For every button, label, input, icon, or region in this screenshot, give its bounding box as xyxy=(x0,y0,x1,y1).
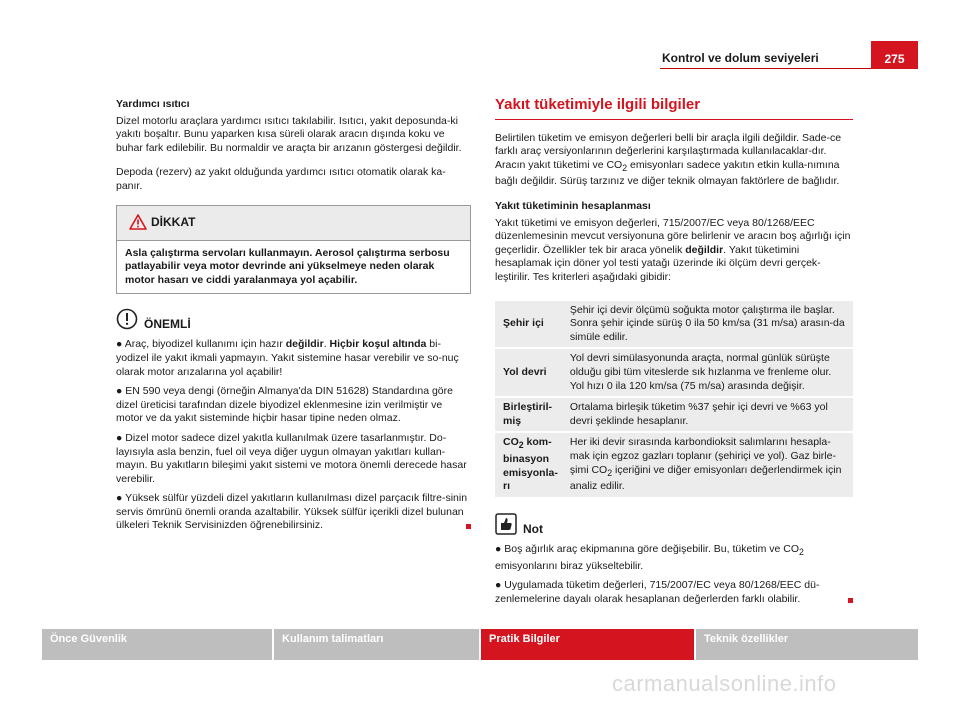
table-value: Ortalama birleşik tüketim %37 şehir içi devri ve %63 yol devri şeklinde hesaplanır. xyxy=(564,398,853,431)
paragraph: Dizel motorlu araçlara yardımcı ısıtıcı takılabilir. Isıtıcı, yakıt deposunda-ki yakıtı boşaltır. Bunu yaparken kısa süreli olarak aracın dışında koku ve buhar fark edilebilir. Bu normaldir ve araçta bir arızanın göstergesi değildir. xyxy=(116,114,462,154)
table-key: Yol devri xyxy=(495,349,564,396)
note-header xyxy=(495,513,853,539)
thumbs-up-note-icon xyxy=(495,513,517,535)
warning-text: Asla çalıştırma servoları kullanmayın. Aerosol çalıştırma serbosu patlayabilir veya motor devrinde ani yükselmeye neden olarak motor hasarı ve ciddi yaralanmaya yol açabilir. xyxy=(125,246,450,286)
table-key: Şehir içi xyxy=(495,301,564,348)
running-header-title: Kontrol ve dolum seviyeleri xyxy=(662,51,819,65)
section-heading-auxiliary-heater: Yardımcı ısıtıcı xyxy=(116,98,190,110)
notice-bullet-1: ● Araç, biyodizel kullanımı için hazır değildir. Hiçbir koşul altında bi-yodizel ile yakıt ikmali yapmayın. Yakıt sistemine hasar verebilir ve so-nuç olarak motor arızalarına yol açabilir! xyxy=(116,338,459,378)
header-rule xyxy=(660,68,872,69)
footer-tab-technical-specs[interactable]: Teknik özellikler xyxy=(696,629,918,660)
warning-header xyxy=(117,206,470,241)
note-label: Not xyxy=(523,521,543,536)
table-key: $CO_2$ kom-binasyon emisyonla-rı xyxy=(495,433,564,496)
right-column xyxy=(495,98,853,612)
test-criteria-table xyxy=(495,299,853,499)
watermark: carmanualsonline.info xyxy=(612,671,837,696)
section-title-fuel-consumption: Yakıt tüketimiyle ilgili bilgiler xyxy=(495,98,853,120)
table-row xyxy=(495,301,853,348)
left-column xyxy=(116,98,471,539)
calc-heading: Yakıt tüketiminin hesaplanması xyxy=(495,200,651,213)
warning-label: DİKKAT xyxy=(151,214,196,229)
table-row xyxy=(495,349,853,396)
notice-bullet-2: ● EN 590 veya dengi (örneğin Almanya'da DIN 51628) Standardına göre dizel üreticisi tarafından dizele biyodizel eklenmesine izin verilmiştir ve motor ve da yakıt sisteminde hiçbir hasar tipine neden olmaz. xyxy=(116,385,453,425)
intro-paragraph: Belirtilen tüketim ve emisyon değerleri belli bir araçla ilgili değildir. Sade-ce farklı araç versiyonlarının değerlerini karşılaştırmada kullanılacaklar-dır. Aracın yakıt tüketimi ve $CO_2$ emisyonları sadece yakıtın etkin kulla-nımına bağlı değildir. Sürüş tarzınız ve diğer teknik olmayan faktörlere de bağlıdır. xyxy=(495,131,842,188)
notice-header xyxy=(116,308,471,334)
table-row xyxy=(495,433,853,496)
page-number: 275 xyxy=(871,41,918,69)
section-end-marker xyxy=(466,524,471,529)
notice-bullet-3: ● Dizel motor sadece dizel yakıtla kullanılmak üzere tasarlanmıştır. Do-layısıyla asla benzin, fuel oil veya diğer uygun olmayan yakıtları kullan-mayın. Bu yakıtların bileşimi yakıt sistemi ve motora önemli derecede hasar verebilir. xyxy=(116,431,467,485)
notice-bullet-4: ● Yüksek sülfür yüzdeli dizel yakıtların kullanılması dizel parçacık filtre-sinin servis ömrünü önemli oranda azaltabilir. Yüksek sülfür içerikli dizel bulunan ülkeleri Teknik Servisinizden öğrenebilirsiniz. xyxy=(116,492,471,533)
footer-tab-practical-info[interactable]: Pratik Bilgiler xyxy=(481,629,694,660)
table-value: Her iki devir sırasında karbondioksit salımlarını hesapla-mak için egzoz gazları toplanır (şehiriçi ve yol). Gaz birle-şimi $CO_2$ içeriğini ve diğer emisyonları değerlendirmek için analiz edilir. xyxy=(564,433,853,496)
footer-tab-safety[interactable]: Önce Güvenlik xyxy=(42,629,272,660)
warning-box xyxy=(116,205,471,295)
table-value: Yol devri simülasyonunda araçta, normal günlük sürüşte olduğu gibi tüm viteslerde sık hızlanma ve frenleme olur. Yol hızı 0 ila 120 km/sa (75 m/sa) arasında değişir. xyxy=(564,349,853,396)
note-bullet-2: ● Uygulamada tüketim değerleri, 715/2007/EC veya 80/1268/EEC dü-zenlemelerine dayalı olarak hesaplanan değerlerden farklı olabilir. xyxy=(495,579,853,606)
paragraph: Depoda (rezerv) az yakıt olduğunda yardımcı ısıtıcı otomatik olarak ka-panır. xyxy=(116,166,446,192)
calc-paragraph: Yakıt tüketimi ve emisyon değerleri, 715/2007/EC veya 80/1268/EEC düzenlemesinin mevcut versiyonuna göre belirlenir ve aracın boş ağırlığı için geçerlidir. Özellikler tek bir araca yönelik değildir. Yakıt tüketimini hesaplamak için döner yol testi yatağı üzerinde iki ölçüm devri gerçek-leştirilir. Tes kriterleri aşağıdaki gibidir: xyxy=(495,216,851,284)
section-end-marker xyxy=(848,598,853,603)
exclamation-circle-icon xyxy=(116,308,138,330)
notice-label: ÖNEMLİ xyxy=(144,317,191,332)
table-key: Birleştiril-miş xyxy=(495,398,564,431)
table-row xyxy=(495,398,853,431)
warning-triangle-icon xyxy=(129,214,147,230)
table-value: Şehir içi devir ölçümü soğukta motor çalıştırma ile başlar. Sonra şehir içinde sürüş 0 ila 50 km/sa (31 m/sa) arasın-da simüle edilir. xyxy=(564,301,853,348)
footer-tab-operating-instructions[interactable]: Kullanım talimatları xyxy=(274,629,479,660)
note-bullet-1: ● Boş ağırlık araç ekipmanına göre değişebilir. Bu, tüketim ve $CO_2$ emisyonlarını biraz yükseltebilir. xyxy=(495,542,804,572)
